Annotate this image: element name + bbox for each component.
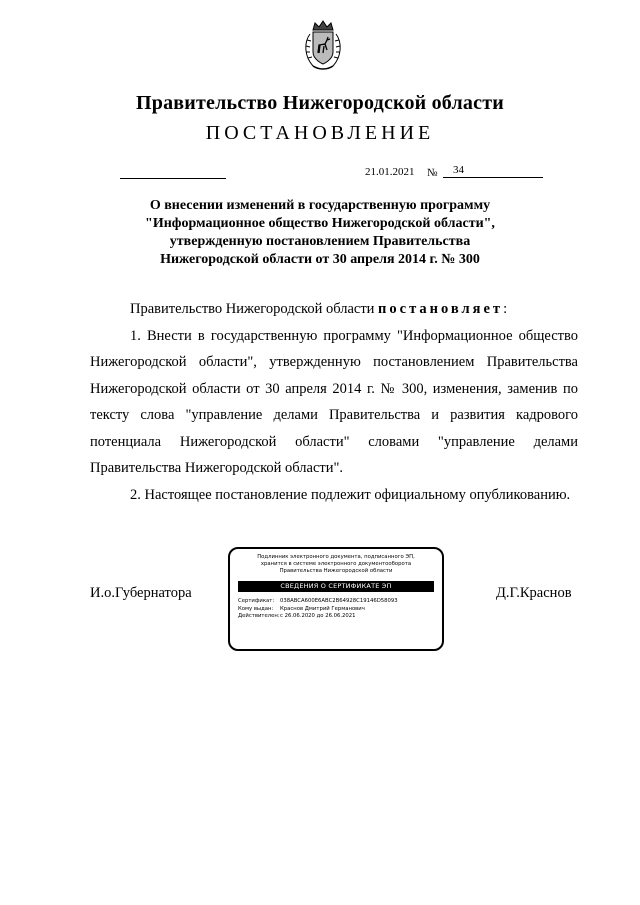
stamp-issued-label: Кому выдан: <box>238 605 274 612</box>
stamp-details <box>238 598 442 621</box>
blank-date-line <box>120 178 226 179</box>
item-2: 2. Настоящее постановление подлежит официальному опубликованию. <box>130 486 571 503</box>
stamp-band-title: СВЕДЕНИЯ О СЕРТИФИКАТЕ ЭП <box>238 581 434 592</box>
preamble-end: : <box>503 301 508 317</box>
subject-line: Нижегородской области от 30 апреля 2014 г. № 300 <box>160 252 480 267</box>
stamp-issued-row <box>238 606 442 614</box>
signer-name: Д.Г.Краснов <box>496 585 572 601</box>
preamble <box>90 296 578 323</box>
document-number-label: № <box>427 167 438 179</box>
preamble-decree: постановляет <box>378 301 504 317</box>
subject-line: "Информационное общество Нижегородской области", <box>145 216 495 231</box>
stamp-cert-label: Сертификат: <box>238 598 275 604</box>
stamp-notice <box>230 554 442 575</box>
document-date: 21.01.2021 <box>365 166 415 178</box>
document-subject <box>110 197 530 269</box>
document-type: ПОСТАНОВЛЕНИЕ <box>205 122 435 144</box>
government-name: Правительство Нижегородской области <box>136 92 504 114</box>
stamp-notice-line: хранится в системе электронного документооборота <box>260 561 412 567</box>
stamp-valid-row <box>238 613 442 621</box>
preamble-lead: Правительство Нижегородской области <box>130 301 379 317</box>
document-body <box>90 296 578 508</box>
nizhny-novgorod-coat-of-arms-icon <box>301 20 345 72</box>
stamp-notice-line: Правительства Нижегородской области <box>279 568 393 574</box>
stamp-cert-value: 038ABCA600E6ABC2B64928C19146D58093 <box>280 598 398 604</box>
document-number: 34 <box>443 164 543 178</box>
item-1: 1. Внести в государственную программу "Информационное общество Нижегородской области", утвержденную постановлением Правительства Нижегородской области от 30 апреля 2014 г. № 300, изменения, заменив по тексту слова "управление делами Правительства и развития кадрового потенциала Нижегородской области" словами "управление делами Правительства Нижегородской области". <box>90 327 578 476</box>
subject-line: утвержденную постановлением Правительства <box>169 234 471 249</box>
stamp-notice-line: Подлинник электронного документа, подписанного ЭП, <box>257 554 415 560</box>
stamp-valid-value: с 26.06.2020 до 26.06.2021 <box>280 613 356 619</box>
stamp-valid-label: Действителен: <box>238 613 280 619</box>
stamp-issued-value: Краснов Дмитрий Германович <box>280 605 365 612</box>
signer-title: И.о.Губернатора <box>90 585 192 601</box>
stamp-cert-row <box>238 598 442 606</box>
e-signature-stamp <box>228 547 444 651</box>
subject-line: О внесении изменений в государственную программу <box>149 198 491 213</box>
